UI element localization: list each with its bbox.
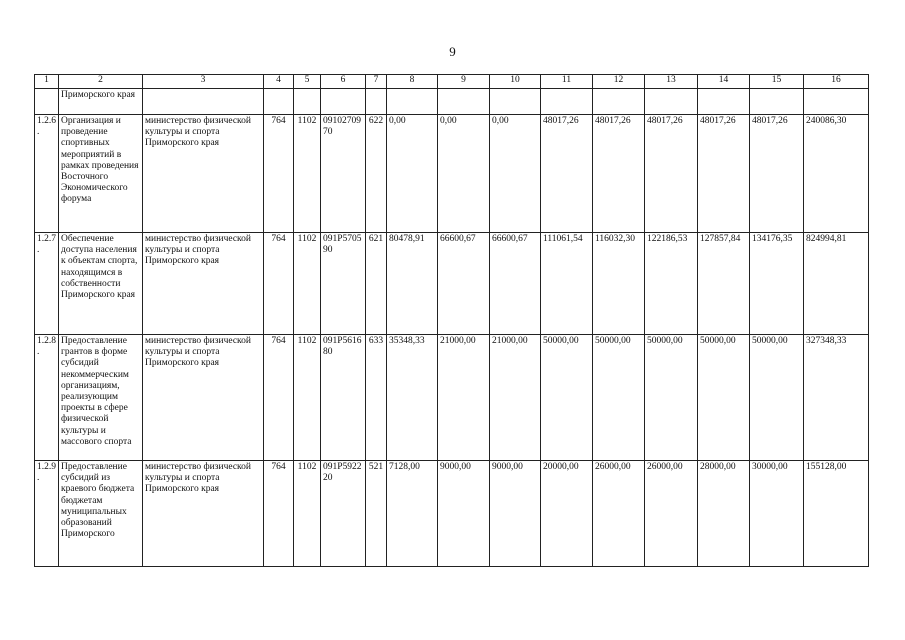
column-header: 15 — [750, 75, 804, 89]
row-name: Предоставление субсидий из краевого бюджета бюджетам муниципальных образований Приморского — [59, 461, 143, 567]
column-header: 8 — [387, 75, 438, 89]
row-grbs: 764 — [264, 335, 294, 461]
row-value: 48017,26 — [645, 115, 698, 233]
header-row — [35, 75, 869, 89]
row-value: 26000,00 — [645, 461, 698, 567]
row-value: 9000,00 — [438, 461, 490, 567]
row-value: 50000,00 — [698, 335, 750, 461]
row-value: 28000,00 — [698, 461, 750, 567]
row-total: 240086,30 — [804, 115, 869, 233]
row-value: 30000,00 — [750, 461, 804, 567]
row-name: Предоставление грантов в форме субсидий некоммерческим организациям, реализующим проекты в сфере физической культуры и массового спорта — [59, 335, 143, 461]
row-total: 327348,33 — [804, 335, 869, 461]
row-id: 1.2.8 — [37, 336, 56, 346]
row-value: 48017,26 — [750, 115, 804, 233]
row-grbs: 764 — [264, 461, 294, 567]
row-total: 824994,81 — [804, 233, 869, 335]
row-value: 9000,00 — [490, 461, 541, 567]
row-value: 48017,26 — [541, 115, 593, 233]
row-value: 48017,26 — [698, 115, 750, 233]
row-value: 48017,26 — [593, 115, 645, 233]
row-rzpr: 1102 — [294, 115, 321, 233]
row-executor: министерство физической культуры и спорта Приморского края — [143, 115, 264, 233]
row-id: 1.2.9 — [37, 462, 56, 472]
column-header: 16 — [804, 75, 869, 89]
column-header: 3 — [143, 75, 264, 89]
row-value: 50000,00 — [750, 335, 804, 461]
row-grbs: 764 — [264, 115, 294, 233]
row-rzpr: 1102 — [294, 233, 321, 335]
table-row: 1.2.8 . Предоставление грантов в форме субсидий некоммерческим организациям, реализующим проекты в сфере физической культуры и массового спорта министерство физической культуры и спорта Приморского края 764 1102 091P561680 633 35348,33 21000,00 21000,00 50000,00 50000,00 50000,00 50000,00 50000,00 327348,33 — [35, 335, 869, 461]
column-header: 13 — [645, 75, 698, 89]
row-vr: 621 — [366, 233, 387, 335]
continuation-row — [35, 89, 869, 115]
column-header: 5 — [294, 75, 321, 89]
column-header: 11 — [541, 75, 593, 89]
row-value: 80478,91 — [387, 233, 438, 335]
row-csr: 091P592220 — [321, 461, 366, 567]
row-value: 111061,54 — [541, 233, 593, 335]
row-value: 0,00 — [438, 115, 490, 233]
row-total: 155128,00 — [804, 461, 869, 567]
row-value: 66600,67 — [438, 233, 490, 335]
row-value: 0,00 — [490, 115, 541, 233]
column-header: 9 — [438, 75, 490, 89]
table-row: 1.2.6 . Организация и проведение спортивных мероприятий в рамках проведения Восточного Экономического форума министерство физической культуры и спорта Приморского края 764 1102 0910270970 622 0,00 0,00 0,00 48017,26 48017,26 48017,26 48017,26 48017,26 240086,30 — [35, 115, 869, 233]
row-executor: министерство физической культуры и спорта Приморского края — [143, 335, 264, 461]
row-value: 21000,00 — [490, 335, 541, 461]
column-header: 6 — [321, 75, 366, 89]
row-rzpr: 1102 — [294, 335, 321, 461]
column-header: 1 — [35, 75, 59, 89]
row-value: 50000,00 — [645, 335, 698, 461]
row-value: 50000,00 — [541, 335, 593, 461]
row-csr: 091P561680 — [321, 335, 366, 461]
row-rzpr: 1102 — [294, 461, 321, 567]
column-header: 2 — [59, 75, 143, 89]
row-value: 66600,67 — [490, 233, 541, 335]
column-header: 7 — [366, 75, 387, 89]
row-id: 1.2.6 — [37, 116, 56, 126]
row-value: 26000,00 — [593, 461, 645, 567]
column-header: 14 — [698, 75, 750, 89]
row-value: 134176,35 — [750, 233, 804, 335]
row-value: 20000,00 — [541, 461, 593, 567]
row-value: 21000,00 — [438, 335, 490, 461]
column-header: 4 — [264, 75, 294, 89]
page-number: 9 — [449, 44, 456, 59]
row-vr: 521 — [366, 461, 387, 567]
row-value: 116032,30 — [593, 233, 645, 335]
column-header: 12 — [593, 75, 645, 89]
budget-table — [34, 74, 869, 567]
row-csr: 091P570590 — [321, 233, 366, 335]
row-name: Организация и проведение спортивных мероприятий в рамках проведения Восточного Экономического форума — [59, 115, 143, 233]
row-vr: 622 — [366, 115, 387, 233]
row-value: 122186,53 — [645, 233, 698, 335]
row-id: 1.2.7 — [37, 234, 56, 244]
table-row: 1.2.7 . Обеспечение доступа населения к объектам спорта, находящимся в собственности Приморского края министерство физической культуры и спорта Приморского края 764 1102 091P570590 621 80478,91 66600,67 66600,67 111061,54 116032,30 122186,53 127857,84 134176,35 824994,81 — [35, 233, 869, 335]
row-grbs: 764 — [264, 233, 294, 335]
row-executor: министерство физической культуры и спорта Приморского края — [143, 233, 264, 335]
column-header: 10 — [490, 75, 541, 89]
row-value: 35348,33 — [387, 335, 438, 461]
row-csr: 0910270970 — [321, 115, 366, 233]
row-executor: министерство физической культуры и спорта Приморского края — [143, 461, 264, 567]
row-name: Обеспечение доступа населения к объектам спорта, находящимся в собственности Приморского края — [59, 233, 143, 335]
row-value: 127857,84 — [698, 233, 750, 335]
row-name: Приморского края — [59, 89, 143, 115]
row-value: 50000,00 — [593, 335, 645, 461]
row-value: 0,00 — [387, 115, 438, 233]
row-vr: 633 — [366, 335, 387, 461]
table-row: 1.2.9 . Предоставление субсидий из краевого бюджета бюджетам муниципальных образований Приморского министерство физической культуры и спорта Приморского края 764 1102 091P592220 521 7128,00 9000,00 9000,00 20000,00 26000,00 26000,00 28000,00 30000,00 155128,00 — [35, 461, 869, 567]
row-value: 7128,00 — [387, 461, 438, 567]
